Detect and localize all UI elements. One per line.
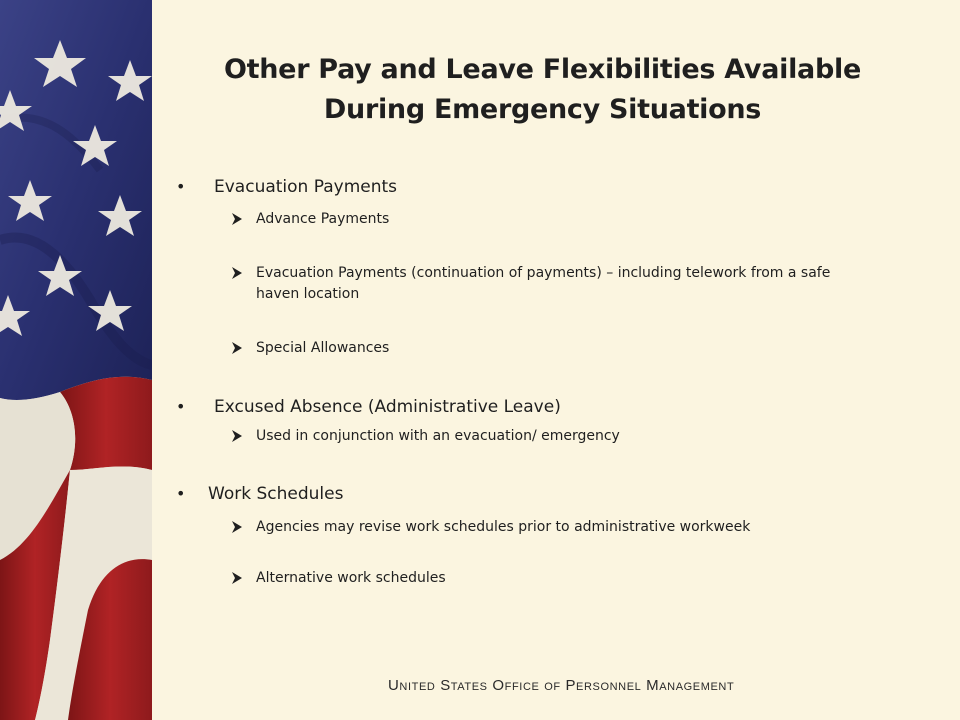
arrowhead-icon bbox=[230, 212, 244, 226]
bullet-dot-icon: • bbox=[176, 177, 186, 196]
footer-agency-name: United States Office of Personnel Management bbox=[388, 677, 735, 694]
flag-graphic bbox=[0, 0, 152, 720]
sub-item-label: Advance Payments bbox=[256, 211, 390, 227]
bullet-evacuation-payments bbox=[176, 176, 398, 198]
arrowhead-icon bbox=[230, 571, 244, 585]
sub-item-alternative-schedules bbox=[256, 568, 446, 589]
page-title bbox=[152, 50, 933, 130]
sub-item-label: Used in conjunction with an evacuation/ emergency bbox=[256, 428, 620, 444]
american-flag-image bbox=[0, 0, 152, 720]
arrowhead-icon bbox=[230, 266, 244, 280]
sub-item-evacuation-continuation bbox=[256, 263, 830, 305]
sub-item-label-line-2: haven location bbox=[256, 286, 360, 302]
title-line-2: During Emergency Situations bbox=[323, 94, 762, 125]
arrowhead-icon bbox=[230, 429, 244, 443]
bullet-label: Evacuation Payments bbox=[214, 177, 398, 197]
sub-item-special-allowances bbox=[256, 338, 389, 359]
slide-content bbox=[152, 0, 960, 720]
bullet-excused-absence bbox=[176, 396, 561, 418]
sub-item-label: Agencies may revise work schedules prior to administrative workweek bbox=[256, 519, 751, 535]
arrowhead-icon bbox=[230, 520, 244, 534]
bullet-dot-icon: • bbox=[176, 397, 186, 416]
sub-item-label: Special Allowances bbox=[256, 340, 390, 356]
bullet-dot-icon: • bbox=[176, 484, 186, 503]
sub-item-advance-payments bbox=[256, 209, 389, 230]
sub-item-label-line-1: Evacuation Payments (continuation of payments) – including telework from a safe bbox=[256, 265, 831, 281]
bullet-work-schedules bbox=[176, 483, 344, 505]
arrowhead-icon bbox=[230, 341, 244, 355]
title-line-1: Other Pay and Leave Flexibilities Available bbox=[224, 54, 861, 85]
bullet-label: Excused Absence (Administrative Leave) bbox=[214, 397, 561, 417]
sub-item-used-in-conjunction bbox=[256, 426, 620, 447]
sub-item-revise-schedules bbox=[256, 517, 750, 538]
bullet-label: Work Schedules bbox=[208, 484, 344, 504]
sub-item-label: Alternative work schedules bbox=[256, 570, 446, 586]
